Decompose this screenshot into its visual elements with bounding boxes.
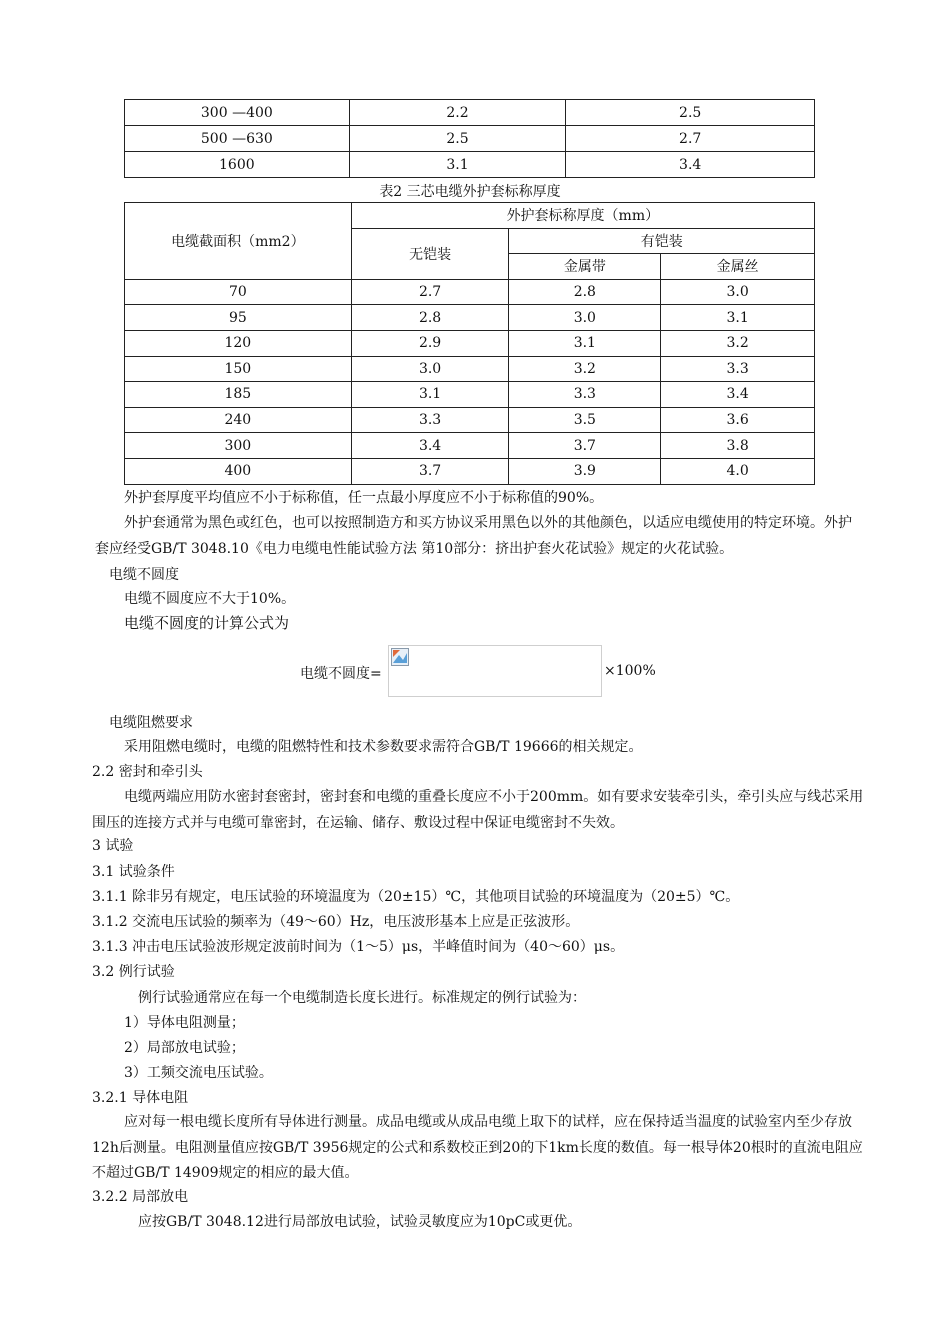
paragraph: 应按GB/T 3048.12进行局部放电试验，试验灵敏度应为10pC或更优。 [138, 1214, 582, 1230]
table-row [125, 382, 815, 408]
broken-image-icon [391, 648, 409, 666]
formula-label: 电缆不圆度= [300, 666, 382, 682]
header-group: 外护套标称厚度（mm） [351, 203, 814, 229]
table-cell: 3.1 [661, 305, 815, 331]
paragraph: 电缆两端应用防水密封套密封，密封套和电缆的重叠长度应不小于200mm。如有要求安装牵引头，牵引头应与线芯采用围压的连接方式并与电缆可靠密封，在运输、储存、敷设过程中保证电缆密封不失效。 [92, 789, 864, 831]
table-cell: 2.2 [349, 100, 566, 126]
header-metal-wire: 金属丝 [661, 254, 815, 280]
paragraph: 外护套通常为黑色或红色，也可以按照制造方和买方协议采用黑色以外的其他颜色，以适应电缆使用的特定环境。外护套应经受GB/T 3048.10《电力电缆电性能试验方法 第10部分：挤出护套火花试验》规定的火花试验。 [95, 515, 852, 557]
table-cell: 2.5 [566, 100, 815, 126]
section-heading: 3.2.1 导体电阻 [92, 1090, 189, 1106]
section-heading: 2.2 密封和牵引头 [92, 764, 203, 780]
header-armored: 有铠装 [509, 228, 815, 254]
table-cell: 3.1 [509, 330, 661, 356]
table-cell: 3.3 [351, 407, 509, 433]
table-cell: 3.5 [509, 407, 661, 433]
formula-image-placeholder [388, 645, 602, 697]
table-cell: 2.7 [351, 279, 509, 305]
table-cell: 3.4 [566, 152, 815, 178]
table-cell: 3.8 [661, 433, 815, 459]
table-row [125, 152, 815, 178]
table-row [125, 279, 815, 305]
list-item: 3）工频交流电压试验。 [124, 1065, 273, 1081]
table-cell: 500 —630 [125, 126, 350, 152]
table-cell: 400 [125, 458, 352, 484]
table-row [125, 433, 815, 459]
paragraph: 电缆不圆度应不大于10%。 [124, 591, 296, 607]
table-cell: 4.0 [661, 458, 815, 484]
table-cell: 300 [125, 433, 352, 459]
table-cell: 120 [125, 330, 352, 356]
table-header-row [125, 203, 815, 229]
table-row [125, 356, 815, 382]
table-cell: 3.3 [661, 356, 815, 382]
table-cell: 3.1 [349, 152, 566, 178]
table-cell: 3.3 [509, 382, 661, 408]
table-cell: 3.2 [661, 330, 815, 356]
table-cell: 240 [125, 407, 352, 433]
table-continuation [124, 99, 815, 178]
paragraph: 采用阻燃电缆时，电缆的阻燃特性和技术参数要求需符合GB/T 19666的相关规定。 [124, 739, 643, 755]
header-metal-tape: 金属带 [509, 254, 661, 280]
section-heading: 3.2 例行试验 [92, 964, 175, 980]
table-cell: 185 [125, 382, 352, 408]
table-cell: 3.9 [509, 458, 661, 484]
table-cell: 95 [125, 305, 352, 331]
header-section: 电缆截面积（mm2） [125, 203, 352, 280]
table-cell: 3.0 [509, 305, 661, 331]
table-row [125, 330, 815, 356]
paragraph: 应对每一根电缆长度所有导体进行测量。成品电缆或从成品电缆上取下的试样，应在保持适当温度的试验室内至少存放12h后测量。电阻测量值应按GB/T 3956规定的公式和系数校正到20的下1km长度的数值。每一根导体20根时的直流电阻应不超过GB/T 14909规定的相应的最大值。 [92, 1114, 863, 1181]
table-cell: 150 [125, 356, 352, 382]
table-cell: 2.9 [351, 330, 509, 356]
list-item: 1）导体电阻测量； [124, 1015, 245, 1031]
paragraph: 3.1.3 冲击电压试验波形规定波前时间为（1～5）μs，半峰值时间为（40～60）μs。 [92, 939, 625, 955]
table-row [125, 126, 815, 152]
heading: 电缆不圆度 [109, 567, 179, 583]
paragraph: 3.1.2 交流电压试验的频率为（49～60）Hz，电压波形基本上应是正弦波形。 [92, 914, 580, 930]
table-cell: 1600 [125, 152, 350, 178]
paragraph: 电缆不圆度的计算公式为 [124, 614, 290, 632]
formula-suffix: ×100% [604, 663, 656, 679]
table-cell: 3.0 [351, 356, 509, 382]
table-cell: 3.6 [661, 407, 815, 433]
table-cell: 2.5 [349, 126, 566, 152]
sheath-thickness-table [124, 202, 815, 485]
header-unarmored: 无铠装 [351, 228, 509, 279]
list-item: 2）局部放电试验； [124, 1040, 245, 1056]
table-row [125, 100, 815, 126]
table-cell: 3.4 [351, 433, 509, 459]
table-cell: 2.8 [351, 305, 509, 331]
table-caption: 表2 三芯电缆外护套标称厚度 [379, 184, 561, 200]
table-row [125, 305, 815, 331]
table-cell: 3.2 [509, 356, 661, 382]
section-heading: 3.1 试验条件 [92, 864, 175, 880]
section-heading: 3.2.2 局部放电 [92, 1189, 189, 1205]
paragraph: 3.1.1 除非另有规定，电压试验的环境温度为（20±15）℃，其他项目试验的环境温度为（20±5）℃。 [92, 889, 740, 905]
table-cell: 3.0 [661, 279, 815, 305]
table-row [125, 458, 815, 484]
paragraph: 外护套厚度平均值应不小于标称值，任一点最小厚度应不小于标称值的90%。 [124, 490, 604, 506]
table-cell: 3.4 [661, 382, 815, 408]
table-cell: 3.7 [509, 433, 661, 459]
table-cell: 3.7 [351, 458, 509, 484]
table-cell: 300 —400 [125, 100, 350, 126]
paragraph: 例行试验通常应在每一个电缆制造长度长进行。标准规定的例行试验为： [138, 990, 586, 1006]
heading: 电缆阻燃要求 [109, 715, 193, 731]
table-cell: 2.7 [566, 126, 815, 152]
table-row [125, 407, 815, 433]
table-cell: 2.8 [509, 279, 661, 305]
table-cell: 3.1 [351, 382, 509, 408]
section-heading: 3 试验 [92, 838, 134, 854]
table-cell: 70 [125, 279, 352, 305]
